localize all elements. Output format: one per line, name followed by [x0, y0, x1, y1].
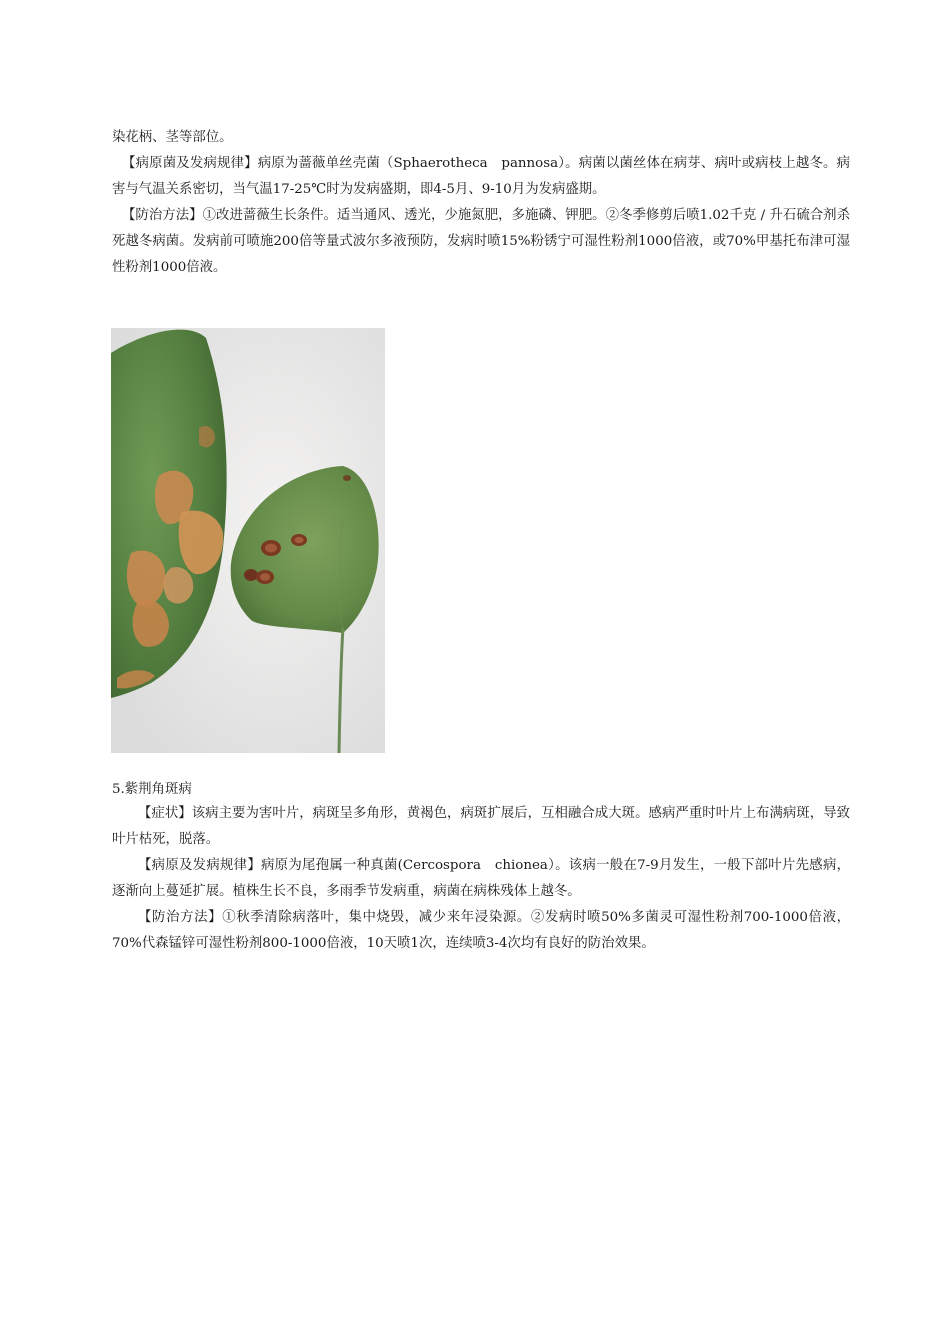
symptom-text: 该病主要为害叶片，病斑呈多角形，黄褐色，病斑扩展后，互相融合成大斑。感病严重时叶片上布满病斑，导致叶片枯死，脱落。	[112, 806, 851, 847]
pathogen-text: 病原为蔷薇单丝壳菌（Sphaerotheca pannosa）。病菌以菌丝体在病芽、病叶或病枝上越冬。病害与气温关系密切，当气温17-25℃时为发病盛期，即4-5月、9-10月为发病盛期。	[112, 156, 851, 197]
pathogen-paragraph-prev	[112, 151, 850, 203]
leaf-disease-photo	[111, 328, 385, 753]
pathogen-label: 【病原菌及发病规律】	[122, 156, 258, 171]
control-label: 【防治方法】	[138, 910, 223, 925]
continuation-text: 染花柄、茎等部位。	[112, 130, 233, 145]
control-paragraph-prev	[112, 203, 850, 281]
control-text: ①改进蔷薇生长条件。适当通风、透光，少施氮肥，多施磷、钾肥。②冬季修剪后喷1.02千克 / 升石硫合剂杀死越冬病菌。发病前可喷施200倍等量式波尔多液预防，发病时喷15%粉锈宁可湿性粉剂1000倍液，或70%甲基托布津可湿性粉剂1000倍液。	[112, 208, 851, 275]
symptom-paragraph	[112, 801, 850, 853]
control-label: 【防治方法】	[122, 208, 203, 223]
control-paragraph	[112, 905, 850, 957]
symptom-label: 【症状】	[138, 806, 192, 821]
pathogen-paragraph	[112, 853, 850, 905]
pathogen-label: 【病原及发病规律】	[138, 858, 262, 873]
section-heading: 5.紫荆角斑病	[112, 782, 192, 797]
control-text: ①秋季清除病落叶，集中烧毁，减少来年浸染源。②发病时喷50%多菌灵可湿性粉剂700-1000倍液，70%代森锰锌可湿性粉剂800-1000倍液，10天喷1次，连续喷3-4次均有良好的防治效果。	[112, 910, 851, 951]
pathogen-text: 病原为尾孢属一种真菌(Cercospora chionea）。该病一般在7-9月发生，一般下部叶片先感病，逐渐向上蔓延扩展。植株生长不良，多雨季节发病重，病菌在病株残体上越冬。	[112, 858, 851, 899]
